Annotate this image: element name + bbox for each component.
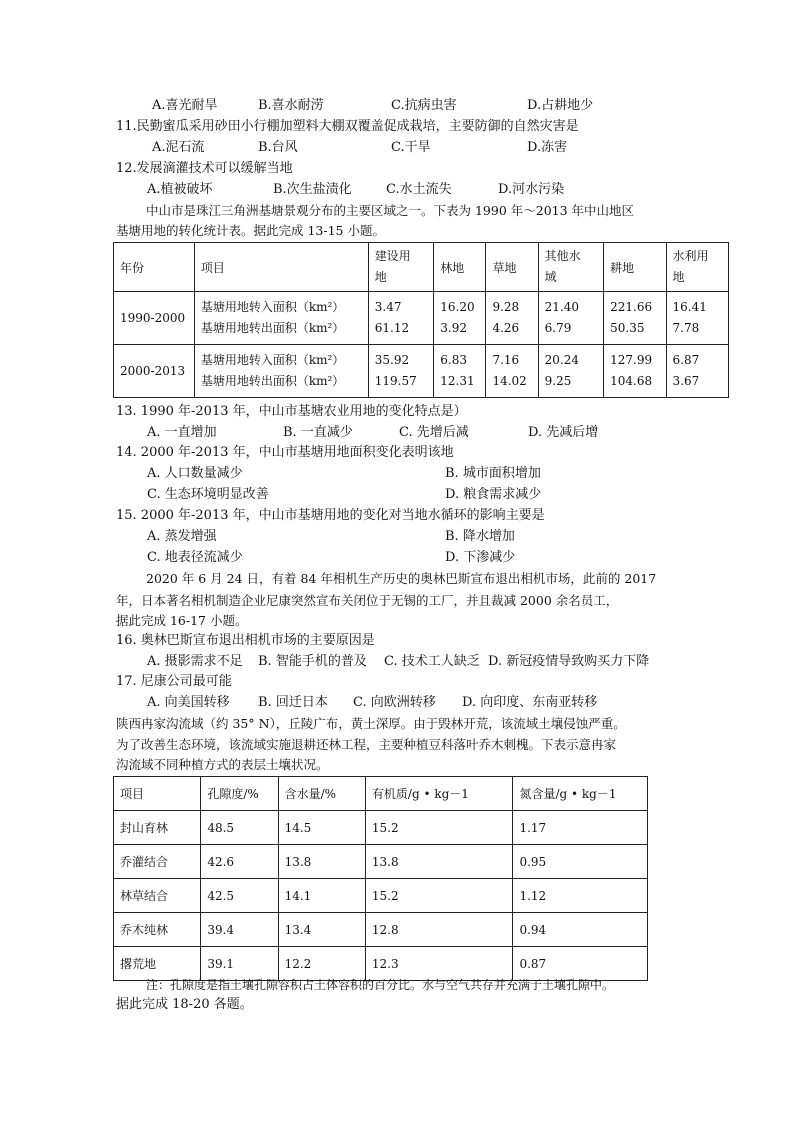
cell: 0.94	[513, 913, 648, 947]
option-a: A.喜光耐旱	[152, 98, 218, 113]
option-d: D.冻害	[527, 140, 568, 155]
option-c: C.水土流失	[386, 182, 452, 197]
option-d: D. 粮食需求减少	[445, 487, 542, 502]
header-cell: 含水量/%	[278, 777, 365, 811]
option-b: B. 城市面积增加	[445, 466, 541, 481]
cell: 12.8	[365, 913, 513, 947]
passage-1-line-2: 基塘用地的转化统计表。据此完成 13-15 小题。	[116, 223, 385, 238]
cell: 221.66 50.35	[604, 292, 666, 345]
header-water-conservancy: 水利用 地	[666, 243, 728, 292]
passage-3-line-3: 沟流域不同种植方式的表层土壤状况。	[116, 757, 329, 772]
passage-2-line-2: 年，日本著名相机制造企业尼康突然宣布关闭位于无锡的工厂，并且裁减 2000 余名员工，	[116, 593, 619, 608]
option-row-10	[0, 96, 794, 116]
option-row-12	[0, 180, 794, 200]
cell: 1.17	[513, 811, 648, 845]
cell: 15.2	[365, 879, 513, 913]
table-note: 注：孔隙度是指土壤孔隙容积占土体容积的百分比。水与空气共存并充满于土壤孔隙中。	[146, 978, 615, 992]
option-d: D. 新冠疫情导致购买力下降	[488, 654, 650, 669]
option-row-17	[0, 693, 794, 713]
question-14-stem: 14. 2000 年-2013 年，中山市基塘用地面积变化表明该地	[116, 445, 454, 460]
option-a: A. 向美国转移	[147, 695, 230, 710]
option-b: B. 降水增加	[445, 529, 515, 544]
table-row	[114, 292, 729, 345]
option-b: B. 智能手机的普及	[258, 654, 367, 669]
cell: 39.4	[201, 913, 278, 947]
header-other-water: 其他水 域	[538, 243, 603, 292]
header-year: 年份	[114, 243, 195, 292]
cell: 乔木纯林	[114, 913, 201, 947]
cell: 15.2	[365, 811, 513, 845]
cell: 9.28 4.26	[486, 292, 538, 345]
cell: 撂荒地	[114, 947, 201, 981]
table-row	[114, 345, 729, 398]
cell: 13.4	[278, 913, 365, 947]
cell: 48.5	[201, 811, 278, 845]
cell: 20.24 9.25	[538, 345, 603, 398]
header-cell: 氮含量/g • kg－1	[513, 777, 648, 811]
option-a: A.植被破坏	[147, 182, 213, 197]
passage-3-line-2: 为了改善生态环境，该流域实施退耕还林工程，主要种植豆科落叶乔木刺槐。下表示意冉家	[116, 737, 617, 752]
table-row	[114, 845, 648, 879]
question-17-stem: 17. 尼康公司最可能	[116, 674, 232, 689]
option-c: C. 地表径流减少	[147, 550, 243, 565]
option-row-13	[0, 423, 794, 443]
cell: 封山育林	[114, 811, 201, 845]
question-12-stem: 12.发展滴灌技术可以缓解当地	[116, 161, 293, 176]
option-c: C. 先增后减	[399, 425, 469, 440]
cell: 13.8	[278, 845, 365, 879]
option-d: D. 下渗减少	[445, 550, 516, 565]
option-d: D. 向印度、东南亚转移	[462, 695, 598, 710]
cell: 42.6	[201, 845, 278, 879]
table-row	[114, 811, 648, 845]
option-row-14a	[0, 464, 794, 484]
header-cell: 项目	[114, 777, 201, 811]
cell: 39.1	[201, 947, 278, 981]
cell: 42.5	[201, 879, 278, 913]
cell: 7.16 14.02	[486, 345, 538, 398]
cell: 12.3	[365, 947, 513, 981]
row-year: 2000-2013	[114, 345, 195, 398]
cell: 乔灌结合	[114, 845, 201, 879]
cell: 0.95	[513, 845, 648, 879]
question-11-stem: 11.民勤蜜瓜采用砂田小行棚加塑料大棚双覆盖促成栽培，主要防御的自然灾害是	[116, 119, 579, 134]
option-c: C.抗病虫害	[391, 98, 457, 113]
question-16-stem: 16. 奥林巴斯宣布退出相机市场的主要原因是	[116, 633, 375, 648]
option-b: B.次生盐渍化	[273, 182, 352, 197]
passage-1-line-1: 中山市是珠江三角洲基塘景观分布的主要区域之一。下表为 1990 年～2013 年中山地区	[146, 203, 635, 218]
option-b: B.台风	[258, 140, 298, 155]
cell: 35.92 119.57	[368, 345, 433, 398]
table-row	[114, 913, 648, 947]
cell: 6.83 12.31	[434, 345, 486, 398]
cell: 127.99 104.68	[604, 345, 666, 398]
row-item: 基塘用地转入面积（km²） 基塘用地转出面积（km²）	[194, 292, 368, 345]
passage-3-line-1: 陕西冉家沟流域（约 35° N），丘陵广布，黄土深厚。由于毁林开荒，该流域土壤侵蚀严重。	[116, 716, 626, 731]
option-d: D. 先减后增	[528, 425, 599, 440]
passage-2-line-1: 2020 年 6 月 24 日，有着 84 年相机生产历史的奥林巴斯宣布退出相机市场，此前的 2017	[146, 571, 657, 586]
land-conversion-table	[113, 242, 729, 398]
cell: 12.2	[278, 947, 365, 981]
cell: 16.41 7.78	[666, 292, 728, 345]
option-c: C. 生态环境明显改善	[147, 487, 269, 502]
question-15-stem: 15. 2000 年-2013 年，中山市基塘用地的变化对当地水循环的影响主要是	[116, 508, 545, 523]
question-13-stem: 13. 1990 年-2013 年，中山市基塘农业用地的变化特点是）	[116, 404, 467, 419]
closing-instruction: 据此完成 18-20 各题。	[116, 997, 253, 1012]
option-row-11	[0, 138, 794, 158]
cell: 1.12	[513, 879, 648, 913]
option-d: D.河水污染	[498, 182, 565, 197]
cell: 6.87 3.67	[666, 345, 728, 398]
table-header-row	[114, 777, 648, 811]
header-forest: 林地	[434, 243, 486, 292]
cell: 14.1	[278, 879, 365, 913]
option-row-15b	[0, 548, 794, 568]
option-row-15a	[0, 527, 794, 547]
cell: 林草结合	[114, 879, 201, 913]
header-cell: 孔隙度/%	[201, 777, 278, 811]
option-row-14b	[0, 485, 794, 505]
option-row-16	[0, 652, 794, 672]
option-b: B. 一直减少	[283, 425, 353, 440]
table-row	[114, 879, 648, 913]
header-construction: 建设用 地	[368, 243, 433, 292]
option-c: C. 向欧洲转移	[353, 695, 436, 710]
header-item: 项目	[194, 243, 368, 292]
option-c: C. 技术工人缺乏	[384, 654, 480, 669]
option-a: A.泥石流	[152, 140, 205, 155]
cell: 3.47 61.12	[368, 292, 433, 345]
table-header-row	[114, 243, 729, 292]
row-year: 1990-2000	[114, 292, 195, 345]
option-b: B.喜水耐涝	[258, 98, 324, 113]
cell: 14.5	[278, 811, 365, 845]
option-c: C.干旱	[391, 140, 431, 155]
cell: 13.8	[365, 845, 513, 879]
option-a: A. 蒸发增强	[147, 529, 217, 544]
option-a: A. 人口数量减少	[147, 466, 243, 481]
option-b: B. 回迁日本	[258, 695, 328, 710]
option-a: A. 摄影需求不足	[147, 654, 243, 669]
cell: 21.40 6.79	[538, 292, 603, 345]
option-a: A. 一直增加	[147, 425, 217, 440]
header-farmland: 耕地	[604, 243, 666, 292]
passage-2-line-3: 据此完成 16-17 小题。	[116, 613, 248, 628]
row-item: 基塘用地转入面积（km²） 基塘用地转出面积（km²）	[194, 345, 368, 398]
header-grass: 草地	[486, 243, 538, 292]
header-cell: 有机质/g • kg－1	[365, 777, 513, 811]
cell: 16.20 3.92	[434, 292, 486, 345]
soil-condition-table	[113, 776, 648, 981]
option-d: D.占耕地少	[527, 98, 594, 113]
cell: 0.87	[513, 947, 648, 981]
